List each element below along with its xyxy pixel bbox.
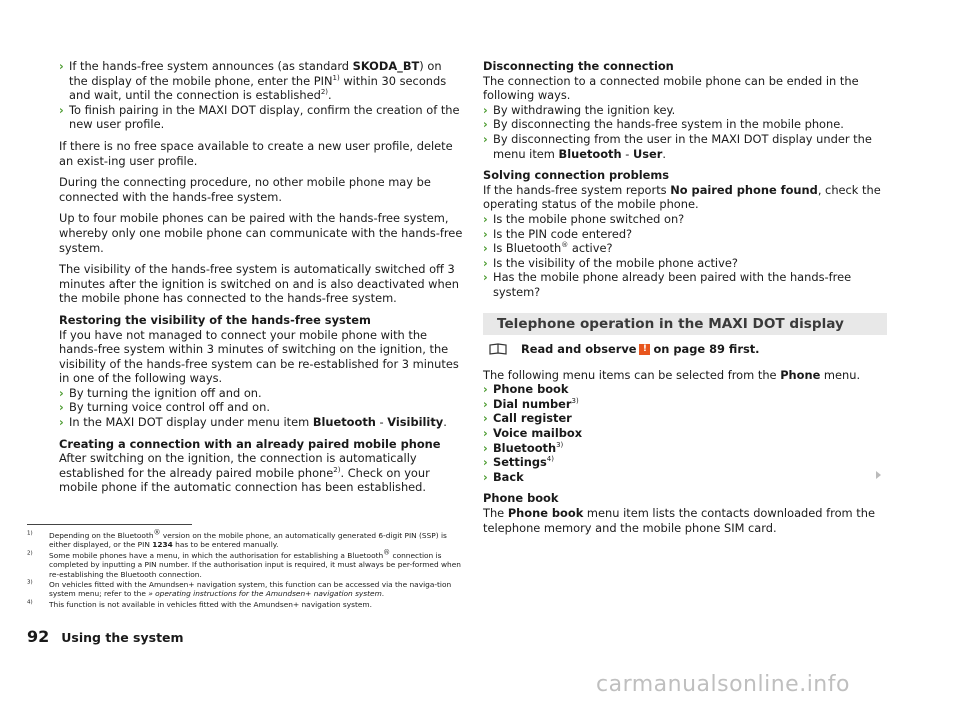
list-item: › By disconnecting from the user in the MAXI DOT display under the menu item Bluetooth - User. [483, 131, 872, 161]
continue-arrow-icon [876, 471, 881, 479]
watermark: carmanualsonline.info [596, 672, 850, 697]
chevron-right-icon: › [483, 396, 488, 411]
footnote: $^{2)}$ Some mobile phones have a menu, in which the authorisation for establishing a Bluetooth® connection is completed by inputting a PIN number. If the authorisation input is required, it must always be per-formed when re-establishing the Bluetooth connection. [27, 548, 461, 579]
menu-item: › Back [483, 469, 524, 484]
subheading: Phone book [483, 491, 559, 506]
subheading: Disconnecting the connection [483, 59, 674, 73]
page-number: 92 [27, 627, 50, 646]
paragraph: Up to four mobile phones can be paired with the hands-free system, whereby only one mobile phone can communicate with the hands-free system. [59, 211, 463, 255]
paragraph: After switching on the ignition, the connection is automatically established for the already paired mobile phone$^{2)}$. Check on your mobile phone if the automatic connection has been established. [59, 451, 430, 495]
page-footer [27, 627, 184, 646]
warning-icon: ! [639, 344, 650, 355]
phone-menu-list [483, 382, 887, 484]
footnote: $^{3)}$ On vehicles fitted with the Amundsen+ navigation system, this function can be accessed via the naviga-tion system menu; refer to the » operating instructions for the Amundsen+ navigation system. [27, 579, 452, 599]
list-item: › By turning the ignition off and on. [59, 385, 262, 400]
list-item: › To finish pairing in the MAXI DOT display, confirm the creation of the new user profile. [59, 102, 460, 132]
list-item: › Is the mobile phone switched on? [483, 211, 685, 226]
chevron-right-icon: › [483, 270, 488, 285]
paragraph: The visibility of the hands-free system is automatically switched off 3 minutes after the ignition is switched on and is also deactivated when the mobile phone has connected to the hands-free system. [59, 262, 459, 306]
footnote: $^{4)}$ This function is not available in vehicles fitted with the Amundsen+ navigation system. [27, 599, 372, 609]
menu-item: › Voice mailbox [483, 426, 583, 441]
chevron-right-icon: › [59, 59, 64, 73]
read-and-observe-note: Read and observe ! on page 89 first. [483, 342, 887, 357]
paragraph: If you have not managed to connect your mobile phone with the hands-free system within 3 minutes of switching on the ignition, the visibility of the hands-free system can be re-established for 3 minutes in one of the following ways. [59, 327, 459, 386]
paragraph: The connection to a connected mobile phone can be ended in the following ways. [483, 73, 859, 103]
list-item: › By turning voice control off and on. [59, 400, 270, 415]
chevron-right-icon: › [483, 426, 488, 441]
paragraph: The following menu items can be selected from the Phone menu. [483, 367, 861, 382]
footnote-divider [27, 524, 192, 525]
list-item: › Has the mobile phone already been paired with the hands-free system? [483, 270, 852, 299]
chevron-right-icon: › [59, 385, 64, 400]
footnotes [27, 528, 467, 610]
chevron-right-icon: › [483, 455, 488, 470]
section-name: Using the system [61, 630, 184, 645]
subheading: Solving connection problems [483, 168, 670, 183]
list-item: › Is the visibility of the mobile phone active? [483, 255, 738, 270]
chevron-right-icon: › [59, 400, 64, 415]
list-item: › Is the PIN code entered? [483, 226, 633, 241]
menu-item: › Settings$^{4)}$ [483, 455, 554, 470]
subheading: Restoring the visibility of the hands-free system [59, 312, 371, 327]
chevron-right-icon: › [483, 440, 488, 455]
paragraph: The Phone book menu item lists the contacts downloaded from the telephone memory and the mobile phone SIM card. [483, 506, 875, 535]
menu-item: › Call register [483, 411, 572, 426]
chevron-right-icon: › [483, 102, 488, 117]
menu-item: › Phone book [483, 382, 569, 397]
paragraph: If there is no free space available to create a new user profile, delete an exist-ing user profile. [59, 138, 453, 168]
paragraph: If the hands-free system reports No paired phone found, check the operating status of the mobile phone. [483, 182, 881, 212]
subheading: Creating a connection with an already paired mobile phone [59, 436, 441, 451]
book-icon [489, 343, 507, 355]
paragraph: During the connecting procedure, no other mobile phone may be connected with the hands-free system. [59, 175, 431, 204]
section-title: Telephone operation in the MAXI DOT display [483, 313, 887, 336]
list-item: › In the MAXI DOT display under menu item Bluetooth - Visibility. [59, 415, 447, 430]
chevron-right-icon: › [59, 102, 64, 117]
chevron-right-icon: › [483, 131, 488, 146]
chevron-right-icon: › [483, 411, 488, 426]
list-item: › By disconnecting the hands-free system in the mobile phone. [483, 117, 844, 132]
chevron-right-icon: › [483, 382, 488, 397]
list-item: › Is Bluetooth® active? [483, 241, 613, 256]
chevron-right-icon: › [483, 241, 488, 256]
left-column [59, 59, 463, 502]
footnote: $^{1)}$ Depending on the Bluetooth® version on the mobile phone, an automatically generated 6-digit PIN (SSP) is either displayed, or the PIN 1234 has to be entered manually. [27, 528, 447, 550]
list-item: › By withdrawing the ignition key. [483, 102, 676, 117]
chevron-right-icon: › [483, 117, 488, 132]
chevron-right-icon: › [483, 469, 488, 484]
chevron-right-icon: › [59, 415, 64, 430]
chevron-right-icon: › [483, 211, 488, 226]
menu-item: › Bluetooth$^{3)}$ [483, 440, 564, 455]
menu-item: › Dial number$^{3)}$ [483, 396, 579, 411]
right-column [483, 59, 887, 542]
chevron-right-icon: › [483, 255, 488, 270]
chevron-right-icon: › [483, 226, 488, 241]
list-item: › If the hands-free system announces (as standard SKODA_BT) on the display of the mobile phone, enter the PIN$^{1)}$ within 30 seconds and wait, until the connection is established$^{2)}$. [59, 59, 447, 103]
